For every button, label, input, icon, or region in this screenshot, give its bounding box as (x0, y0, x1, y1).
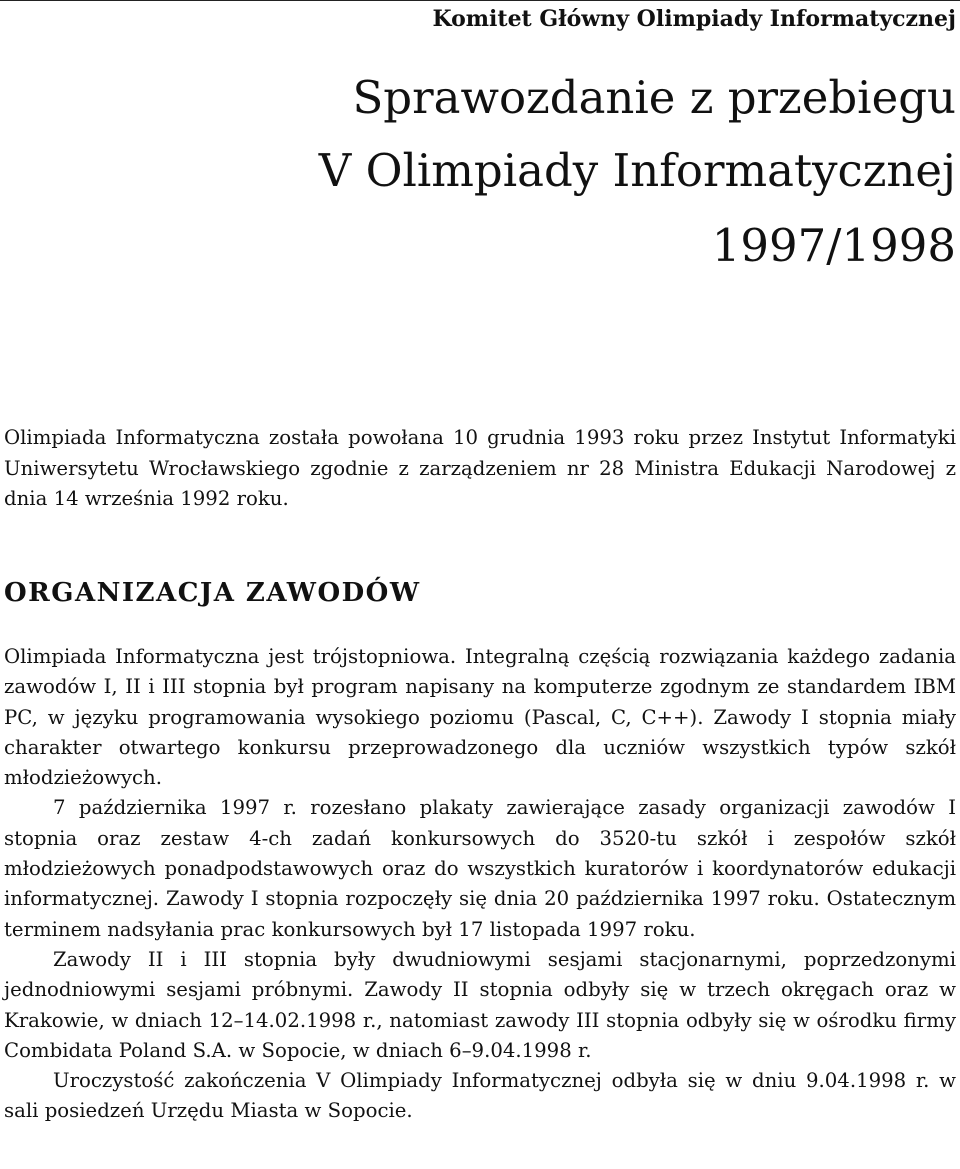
section-heading: ORGANIZACJA ZAWODÓW (4, 578, 421, 608)
section-body (4, 642, 956, 1127)
paragraph-closing-ceremony: Uroczystość zakończenia V Olimpiady Informatycznej odbyła się w dniu 9.04.1998 r. w sali posiedzeń Urzędu Miasta w Sopocie. (4, 1069, 956, 1123)
report-title-year: 1997/1998 (711, 219, 956, 272)
header-rule (0, 0, 960, 1)
intro-paragraph: Olimpiada Informatyczna została powołana 10 grudnia 1993 roku przez Instytut Informatyki Uniwersytetu Wrocławskiego zgodnie z zarządzeniem nr 28 Ministra Edukacji Narodowej z dnia 14 września 1992 roku. (4, 426, 956, 510)
paragraph-organization: Olimpiada Informatyczna jest trójstopniowa. Integralną częścią rozwiązania każdego zadania zawodów I, II i III stopnia był program napisany na komputerze zgodnym ze standardem IBM PC, w języku programowania wysokiego poziomu (Pascal, C, C++). Zawody I stopnia miały charakter otwartego konkursu przeprowadzonego dla uczniów wszystkich typów szkół młodzieżowych. (4, 645, 956, 790)
paragraph-first-stage: 7 października 1997 r. rozesłano plakaty zawierające zasady organizacji zawodów I stopnia oraz zestaw 4-ch zadań konkursowych do 3520-tu szkół i zespołów szkół młodzieżowych ponadpodstawowych oraz do wszystkich kuratorów i koordynatorów edukacji informatycznej. Zawody I stopnia rozpoczęły się dnia 20 października 1997 roku. Ostatecznym terminem nadsyłania prac konkursowych był 17 listopada 1997 roku. (4, 796, 956, 941)
paragraph-second-third-stage: Zawody II i III stopnia były dwudniowymi sesjami stacjonarnymi, poprzedzonymi jednodniowymi sesjami próbnymi. Zawody II stopnia odbyły się w trzech okręgach oraz w Krakowie, w dniach 12–14.02.1998 r., natomiast zawody III stopnia odbyły się w ośrodku firmy Combidata Poland S.A. w Sopocie, w dniach 6–9.04.1998 r. (4, 947, 956, 1062)
report-title-line-2: V Olimpiady Informatycznej (318, 144, 956, 197)
report-title-line-1: Sprawozdanie z przebiegu (352, 71, 956, 124)
running-header: Komitet Główny Olimpiady Informatycznej (432, 6, 956, 32)
